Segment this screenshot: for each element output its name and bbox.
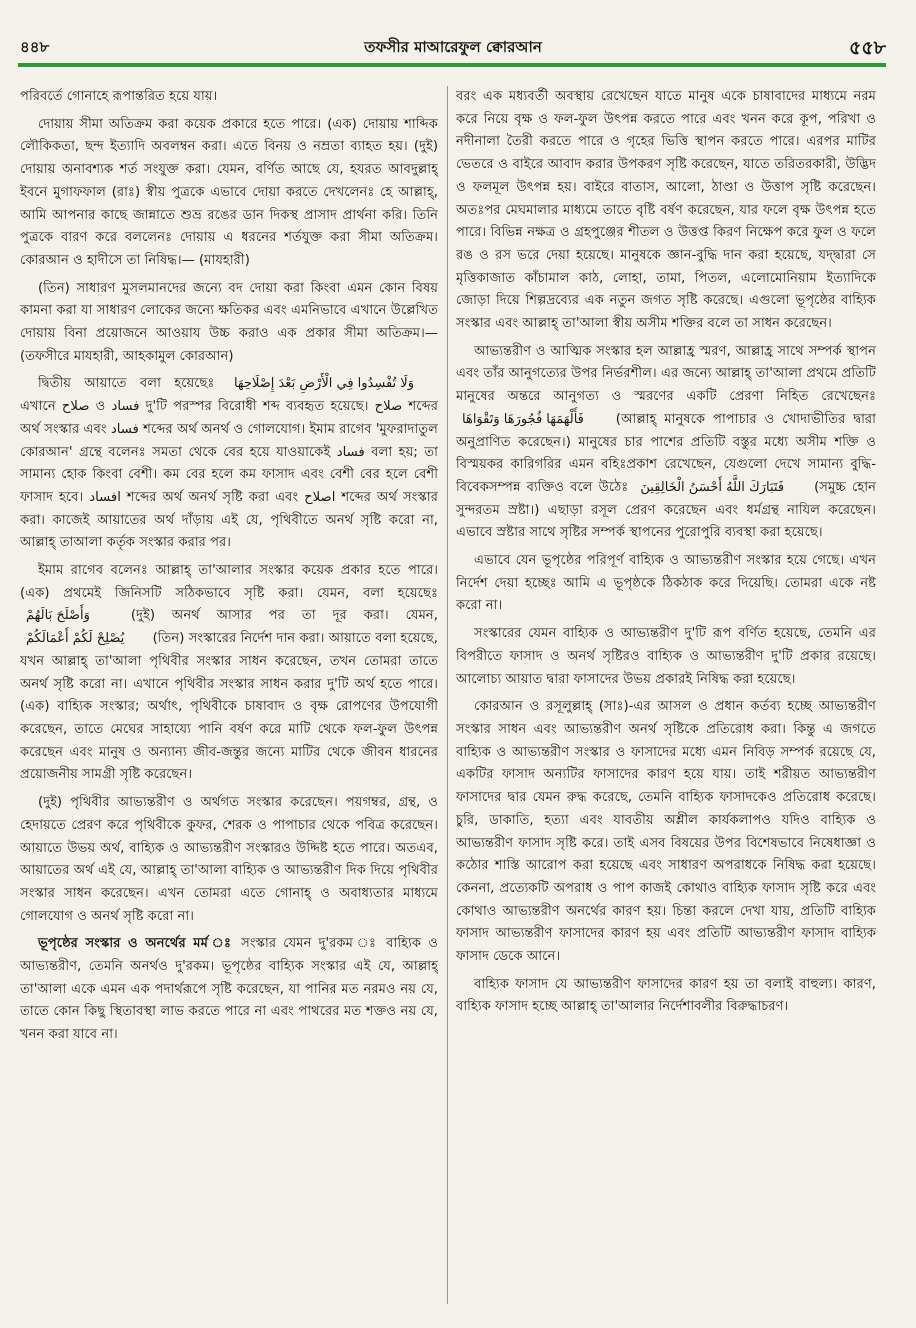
arabic-verse: وَأَصْلَحَ بَالَهُمْ — [26, 608, 90, 624]
text-run: এখানে صلاح ও فساد দু'টি পরস্পর বিরোধী শব্দ ব্যবহৃত হয়েছে। صلاح শব্দের অর্থ সংস্কার এবং فساد শব্দের অর্থ অনর্থ ও গোলযোগ। ইমাম রাগেব 'মুফরাদাতুল কোরআন' গ্রন্থে বলেনঃ সমতা থেকে বের হয়ে যাওয়াকেই فساد বলা হয়; তা সামান্য হোক কিংবা বেশী। কম বের হলে কম ফাসাদ এবং বেশী বের হলে বেশী ফাসাদ হবে। افساد শব্দের অর্থ অনর্থ সৃষ্টি করা এবং اصلاح শব্দের অর্থ সংস্কার করা। কাজেই আয়াতের অর্থ দাঁড়ায় এই যে, পৃথিবীতে অনর্থ সৃষ্টি করো না, আল্লাহ্ তাআলা কর্তৃক সংস্কার করার পর। — [20, 399, 438, 551]
paragraph — [20, 560, 438, 787]
paragraph — [20, 373, 438, 555]
running-title: তফসীর মাআরেফুল ক্বোরআন — [364, 38, 542, 56]
page-number-left: ৪৪৮ — [20, 38, 50, 56]
text-run: (সমুচ্চ হোন সুন্দরতম স্রষ্টা।) এছাড়া রসূল প্রেরণ করেছেন এবং ধর্মগ্রন্থ নাযিল করেছেন। এভাবে স্রষ্টার সাথে সৃষ্টির সম্পর্ক স্থাপনের পুরোপুরি ব্যবস্থা করা হয়েছে। — [456, 479, 876, 541]
paragraph: পরিবর্তে গোনাহে রূপান্তরিত হয়ে যায়। — [20, 89, 218, 104]
section-heading: ভূপৃষ্ঠের সংস্কার ও অনর্থের মর্ম ঃ — [38, 936, 234, 952]
text-run: (আল্লাহ্ মানুষকে পাপাচার ও খোদাভীতির দ্বারা অনুপ্রাণিত করেছেন।) মানুষের চার পাশের প্রতিটি বস্তুর মধ্যে অসীম শক্তি ও বিস্ময়কর কারিগরির এমন বহিঃপ্রকাশ রেখেছেন, যেগুলো দেখে সামান্য বুদ্ধি-বিবেকসম্পন্ন ব্যক্তিও বলে উঠেঃ — [456, 411, 876, 495]
paragraph: সংস্কারের যেমন বাহ্যিক ও আভ্যন্তরীণ দু'টি রূপ বর্ণিত হয়েছে, তেমনি এর বিপরীতে ফাসাদ ও অনর্থ সৃষ্টিরও বাহ্যিক ও আভ্যন্তরীণ দু'টি প্রকার রয়েছে। আলোচ্য আয়াত দ্বারা ফাসাদের উভয় প্রকারই নিষিদ্ধ করা হয়েছে। — [456, 626, 876, 687]
page-number-right: ৫৫৮ — [849, 37, 886, 59]
text-run: (তিন) সংস্কারের নির্দেশ দান করা। আয়াতে বলা হয়েছে, যখন আল্লাহ্ তা'আলা পৃথিবীর সংস্কার সাধন করেছেন, তখন তোমরা তাতে অনর্থ সৃষ্টি করো না। এখানে পৃথিবীর সংস্কার সাধন করার দু'টি অর্থ হতে পারে। (এক) বাহ্যিক সংস্কার; অর্থাৎ, পৃথিবীকে চাষাবাদ ও বৃক্ষ রোপণের উপযোগী করেছেন, তাতে মেঘের সাহায্যে পানি বর্ষণ করে মাটি থেকে ফল-ফুল উৎপন্ন করেছেন এবং মানুষ ও অন্যান্য জীব-জন্তুর জন্যে মাটির থেকে জীবন ধারনের প্রয়োজনীয় সামগ্রী সৃষ্টি করেছেন। — [20, 631, 438, 783]
page-header — [20, 36, 886, 58]
text-run: আভ্যন্তরীণ ও আত্মিক সংস্কার হল আল্লাহ্র স্মরণ, আল্লাহ্র সাথে সম্পর্ক স্থাপন এবং তাঁর আনুগত্যের উপর নির্ভরশীল। এর জন্যে আল্লাহ্ তা'আলা প্রথমে প্রতিটি মানুষের অন্তরে আনুগত্য ও স্মরণের একটি প্রেরণা নিহিত রেখেছেনঃ — [456, 343, 876, 405]
arabic-verse: وَلَا تُفْسِدُوا فِي الْأَرْضِ بَعْدَ إِصْلَاحِهَا — [233, 376, 414, 392]
text-run: সংস্কার যেমন দু'রকম ঃ বাহ্যিক ও আভ্যন্তরীণ, তেমনি অনর্থও দু'রকম। ভূপৃষ্ঠের বাহ্যিক সংস্কার এই যে, আল্লাহ্ তা'আলা একে এমন এক পদার্থরূপে সৃষ্টি করেছেন, যা পানির মত নরমও নয় যে, তাতে কোন কিছু স্থিতাবস্থা লাভ করতে পারে না এবং পাথরের মত শক্তও নয় যে, খনন করা যাবে না। — [20, 936, 438, 1043]
paragraph: দোয়ায় সীমা অতিক্রম করা কয়েক প্রকারে হতে পারে। (এক) দোয়ায় শাব্দিক লৌকিকতা, ছন্দ ইত্যাদি অবলম্বন করা। এতে বিনয় ও নম্রতা ব্যাহত হয়। (দুই) দোয়ায় অনাবশ্যক শর্ত সংযুক্ত করা। যেমন, বর্ণিত আছে যে, হযরত আবদুল্লাহ্ ইবনে মুগাফফাল (রাঃ) স্বীয় পুত্রকে এভাবে দোয়া করতে দেখলেনঃ হে আল্লাহ্, আমি আপনার কাছে জান্নাতে শুভ্র রঙের ডান দিকস্থ প্রাসাদ প্রার্থনা করি। তিনি পুত্রকে বারণ করে বললেনঃ দোয়ায় এ ধরনের শর্তযুক্ত করা সীমা অতিক্রম। কোরআন ও হাদীসে তা নিষিদ্ধ।— (মাযহারী) — [20, 116, 438, 268]
paragraph: বরং এক মধ্যবর্তী অবস্থায় রেখেছেন যাতে মানুষ একে চাষাবাদের মাধ্যমে নরম করে নিয়ে বৃক্ষ ও ফল-ফুল উৎপন্ন করতে পারে এবং খনন করে কূপ, পরিখা ও নদীনালা তৈরী করতে পারে ও গৃহের ভিত্তি স্থাপন করতে পারে। এরপর মাটির ভেতরে ও বাইরে আবাদ করার উপকরণ সৃষ্টি করেছেন, যাতে তরিতরকারী, উদ্ভিদ ও ফলমূল উৎপন্ন হয়। বাইরে বাতাস, আলো, ঠাণ্ডা ও উত্তাপ সৃষ্টি করেছেন। অতঃপর মেঘমালার মাধ্যমে তাতে বৃষ্টি বর্ষণ করেছেন, যার ফলে বৃক্ষ উৎপন্ন হতে পারে। বিভিন্ন নক্ষত্র ও গ্রহপুঞ্জের শীতল ও উত্তপ্ত কিরণ নিক্ষেপ করে ফুল ও ফলে রঙ ও রস ভরে দেয়া হয়েছে। মানুষকে জ্ঞান-বুদ্ধি দান করা হয়েছে, যদ্দ্বারা সে মৃত্তিকাজাত কাঁচামাল কাঠ, লোহা, তামা, পিতল, এলোমোনিয়াম ইত্যাদিকে জোড়া দিয়ে শিল্পদ্রব্যের এক নতুন জগত সৃষ্টি করেছে। এগুলো ভূপৃষ্ঠের বাহ্যিক সংস্কার এবং আল্লাহ্ তা'আলা স্বীয় অসীম শক্তির বলে তা সাধন করেছেন। — [456, 89, 876, 332]
text-run: (দুই) অনর্থ আসার পর তা দূর করা। যেমন, — [130, 608, 438, 624]
paragraph: বাহ্যিক ফাসাদ যে আভ্যন্তরীণ ফাসাদের কারণ হয় তা বলাই বাহুল্য। কারণ, বাহ্যিক ফাসাদ হচ্ছে আল্লাহ্ তা'আলার নির্দেশাবলীর বিরুদ্ধাচরণ। — [456, 976, 876, 1015]
paragraph: এভাবে যেন ভূপৃষ্ঠের পরিপূর্ণ বাহ্যিক ও আভ্যন্তরীণ সংস্কার হয়ে গেছে। এখন নির্দেশ দেয়া হচ্ছেঃ আমি এ ভূপৃষ্ঠকে ঠিকঠাক করে দিয়েছি। তোমরা একে নষ্ট করো না। — [456, 553, 876, 614]
paragraph: (দুই) পৃথিবীর আভ্যন্তরীণ ও অর্থগত সংস্কার করেছেন। পয়গম্বর, গ্রন্থ, ও হেদায়তে প্রেরণ করে পৃথিবীকে কুফর, শেরক ও পাপাচার থেকে পবিত্র করেছেন। আয়াতে উভয় অর্থ, বাহ্যিক ও আভ্যন্তরীণ সংস্কারও উদ্দিষ্ট হতে পারে। অতএব, আয়াতের অর্থ এই যে, আল্লাহ্ তা'আলা বাহ্যিক ও আভ্যন্তরীণ দিক দিয়ে পৃথিবীর সংস্কার সাধন করেছেন। এখন তোমরা এতে গোনাহ্ ও অবাধ্যতার মাধ্যমে গোলযোগ ও অনর্থ সৃষ্টি করো না। — [20, 795, 438, 924]
paragraph — [456, 341, 876, 545]
text-run: দ্বিতীয় আয়াতে বলা হয়েছেঃ — [38, 376, 215, 392]
left-column — [20, 86, 438, 1308]
paragraph: (তিন) সাধারণ মুসলমানদের জন্যে বদ দোয়া করা কিংবা এমন কোন বিষয় কামনা করা যা সাধারণ লোকের জন্যে ক্ষতিকর এবং এমনিভাবে এখানে উল্লেখিত দোয়ায় বিনা প্রয়োজনে আওয়ায উচ্চ করাও এক প্রকার সীমা অতিক্রম।— (তফসীরে মাযহারী, আহকামুল কোরআন) — [20, 280, 438, 364]
arabic-verse: يُصْلِحْ لَكُمْ أَعْمَالَكُمْ — [26, 631, 125, 647]
paragraph — [20, 933, 438, 1047]
text-run: ইমাম রাগেব বলেনঃ আল্লাহ্ তা'আলার সংস্কার কয়েক প্রকার হতে পারে। (এক) প্রথমেই জিনিসটি সঠিকভাবে সৃষ্টি করা। যেমন, বলা হয়েছেঃ — [20, 563, 438, 601]
right-column — [456, 86, 876, 1308]
header-rule — [18, 63, 886, 67]
arabic-verse: فَأَلْهَمَهَا فُجُورَهَا وَتَقْوَاهَا — [462, 411, 584, 427]
arabic-verse: فَتَبَارَكَ اللَّهُ أَحْسَنُ الْخَالِقِينَ — [640, 479, 785, 495]
column-divider — [447, 86, 448, 1304]
paragraph: কোরআন ও রসূলুল্লাহ্ (সাঃ)-এর আসল ও প্রধান কর্তব্য হচ্ছে আভ্যন্তরীণ সংস্কার সাধন এবং আভ্যন্তরীণ অনর্থ সৃষ্টিকে প্রতিরোধ করা। কিন্তু এ জগতে বাহ্যিক ও আভ্যন্তরীণ সংস্কার ও ফাসাদের মধ্যে এমন নিবিড় সম্পর্ক রয়েছে যে, একটির ফাসাদ অন্যটির ফাসাদের কারণ হয়ে যায়। তাই শরীয়ত আভ্যন্তরীণ ফাসাদের দ্বার যেমন রুদ্ধ করেছে, তেমনি বাহ্যিক ফাসাদকেও প্রতিরোধ করেছে। চুরি, ডাকাতি, হত্যা এবং যাবতীয় অশ্লীল কার্যকলাপও যদিও বাহ্যিক ও আভ্যন্তরীণ ফাসাদ সৃষ্টি করে। তাই এসব বিষয়ের উপর বিশেষভাবে নিষেধাজ্ঞা ও কঠোর শাস্তি আরোপ করা হয়েছে এবং সাধারণ অপরাধকে নিষিদ্ধ করা হয়েছে। কেননা, প্রত্যেকটি অপরাধ ও পাপ কাজই কোথাও বাহ্যিক ফাসাদ সৃষ্টি করে এবং কোথাও আভ্যন্তরীণ অনর্থের কারণ হয়। চিন্তা করলে দেখা যায়, প্রতিটি বাহ্যিক ফাসাদ আভ্যন্তরীণ ফাসাদের কারণ হয় এবং প্রতিটি আভ্যন্তরীণ ফাসাদ বাহ্যিক ফাসাদ ডেকে আনে। — [456, 699, 876, 965]
